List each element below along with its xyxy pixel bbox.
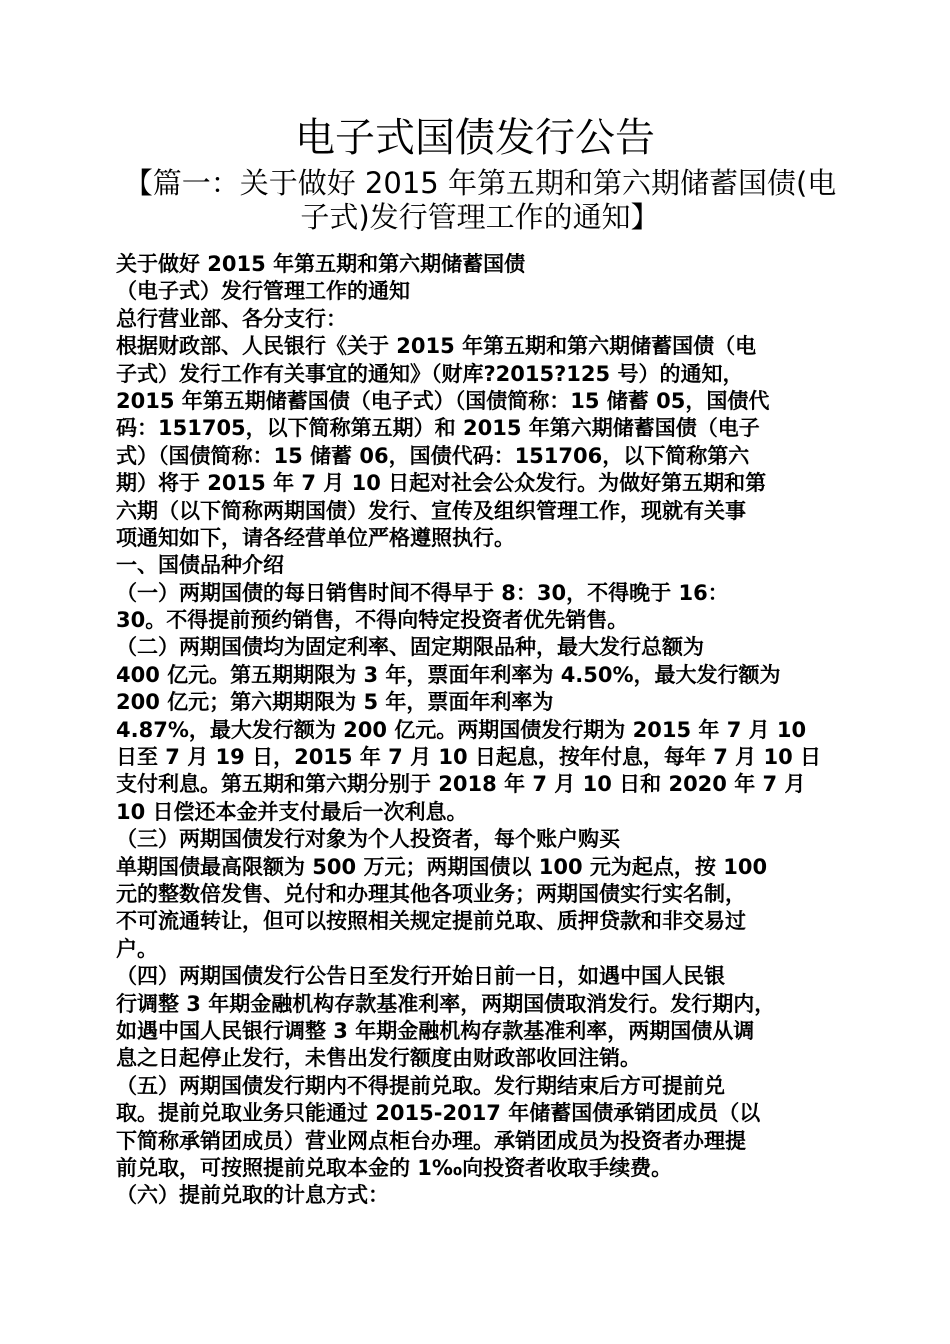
document-body [116,251,846,1210]
body-text-line: 200 亿元；第六期期限为 5 年，票面年利率为 [116,690,554,715]
body-text-line: 下简称承销团成员）营业网点柜台办理。承销团成员为投资者办理提 [116,1128,746,1153]
body-text-line: （四）两期国债发行公告日至发行开始日前一日，如遇中国人民银 [116,964,725,989]
body-text-line: （一）两期国债的每日销售时间不得早于 8：30，不得晚于 16： [116,580,729,605]
document-subtitle [100,166,860,234]
body-text-line: 取。提前兑取业务只能通过 2015-2017 年储蓄国债承销团成员（以 [116,1101,761,1126]
body-text-line: 户。 [116,936,158,961]
body-text-line: （六）提前兑取的计息方式： [116,1183,389,1208]
body-text-line: 元的整数倍发售、兑付和办理其他各项业务；两期国债实行实名制， [116,881,746,906]
subtitle-line: 【篇一：关于做好 2015 年第五期和第六期储蓄国债(电 [123,166,837,200]
body-text-line: 式）（国债简称：15 储蓄 06，国债代码：151706，以下简称第六 [116,443,750,468]
body-text-line: 不可流通转让，但可以按照相关规定提前兑取、质押贷款和非交易过 [116,909,746,934]
body-text-line: （五）两期国债发行期内不得提前兑取。发行期结束后方可提前兑 [116,1073,725,1098]
subtitle-line: 子式)发行管理工作的通知】 [300,200,660,234]
body-text-line: 六期（以下简称两期国债）发行、宣传及组织管理工作，现就有关事 [116,498,746,523]
body-text-line: 日至 7 月 19 日，2015 年 7 月 10 日起息，按年付息，每年 7 月 10 日 [116,745,821,770]
body-text-line: 息之日起停止发行，未售出发行额度由财政部收回注销。 [116,1046,641,1071]
body-text-line: 码：151705，以下简称第五期）和 2015 年第六期储蓄国债（电子 [116,416,760,441]
body-text-line: 根据财政部、人民银行《关于 2015 年第五期和第六期储蓄国债（电 [116,334,757,359]
body-text-line: 项通知如下，请各经营单位严格遵照执行。 [116,525,515,550]
body-text-line: 关于做好 2015 年第五期和第六期储蓄国债 [116,252,526,276]
body-text-line: 总行营业部、各分支行： [116,306,347,331]
body-text-line: 30。不得提前预约销售，不得向特定投资者优先销售。 [116,608,629,633]
body-text-line: 行调整 3 年期金融机构存款基准利率，两期国债取消发行。发行期内， [116,991,776,1016]
body-text-line: 10 日偿还本金并支付最后一次利息。 [116,799,468,824]
body-text-line: 如遇中国人民银行调整 3 年期金融机构存款基准利率，两期国债从调 [116,1018,755,1043]
body-text-line: （二）两期国债均为固定利率、固定期限品种，最大发行总额为 [116,635,704,660]
body-text-line: （三）两期国债发行对象为个人投资者，每个账户购买 [116,827,620,852]
body-text-line: 2015 年第五期储蓄国债（电子式）（国债简称：15 储蓄 05，国债代 [116,388,770,413]
body-text-line: （电子式）发行管理工作的通知 [116,279,410,304]
body-text-line: 一、国债品种介绍 [116,553,284,578]
body-text-line: 前兑取，可按照提前兑取本金的 1‰向投资者收取手续费。 [116,1155,673,1180]
body-text-line: 期）将于 2015 年 7 月 10 日起对社会公众发行。为做好第五期和第 [116,471,767,496]
body-text-line: 400 亿元。第五期期限为 3 年，票面年利率为 4.50%，最大发行额为 [116,662,781,687]
body-text-line: 子式）发行工作有关事宜的通知》（财库?2015?125 号）的通知， [116,361,744,386]
document-title: 电子式国债发行公告 [295,115,655,161]
body-text-line: 单期国债最高限额为 500 万元；两期国债以 100 元为起点，按 100 [116,854,768,879]
body-text-line: 4.87%，最大发行额为 200 亿元。两期国债发行期为 2015 年 7 月 10 [116,717,807,742]
body-text-line: 支付利息。第五期和第六期分别于 2018 年 7 月 10 日和 2020 年 7 月 [116,772,806,797]
